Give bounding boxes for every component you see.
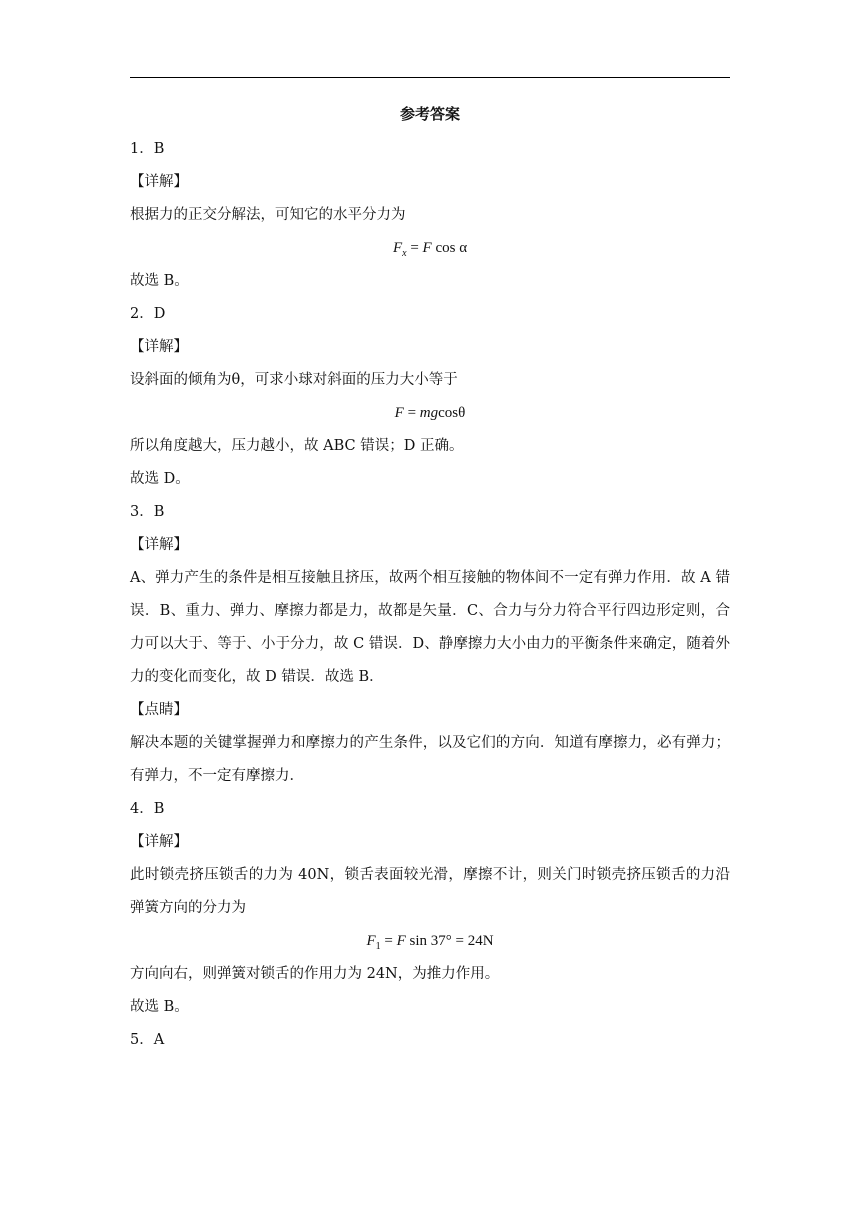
q4-eq-lhs: F	[366, 933, 376, 949]
q2-text: 设斜面的倾角为θ，可求小球对斜面的压力大小等于	[130, 372, 458, 388]
q4-answer: 4．B	[130, 801, 165, 817]
q4-conclusion: 故选 B。	[130, 999, 189, 1015]
q1-text: 根据力的正交分解法，可知它的水平分力为	[130, 207, 406, 223]
q4-eq-rest: sin 37° = 24N	[405, 933, 494, 949]
q2-eq-rest: cosθ	[438, 405, 466, 421]
q4-paragraph: 此时锁壳挤压锁舌的力为 40N，锁舌表面较光滑，摩擦不计，则关门时锁壳挤压锁舌的力沿弹簧方向的分力为	[130, 867, 730, 916]
q4-heading: 【详解】	[130, 834, 188, 850]
q1-eq-sub: x	[402, 248, 407, 259]
header-rule	[130, 77, 730, 78]
answer-page	[130, 98, 730, 1057]
q3-heading-2: 【点睛】	[130, 702, 188, 718]
q2-text-2: 所以角度越大，压力越小，故 ABC 错误；D 正确。	[130, 438, 464, 454]
q2-eq-lhs: F	[394, 405, 404, 421]
q2-heading: 【详解】	[130, 339, 188, 355]
q4-eq-sub: 1	[375, 941, 381, 952]
q3-heading: 【详解】	[130, 537, 188, 553]
q3-paragraph: A、弹力产生的条件是相互接触且挤压，故两个相互接触的物体间不一定有弹力作用．故 A 错误．B、重力、弹力、摩擦力都是力，故都是矢量．C、合力与分力符合平行四边形定则，合力可以大于、等于、小于分力，故 C 错误．D、静摩擦力大小由力的平衡条件来确定，随着外力的变化而变化，故 D 错误．故选 B．	[130, 570, 730, 685]
q2-equation	[130, 397, 730, 430]
q3-answer: 3．B	[130, 504, 165, 520]
q4-equation	[130, 925, 730, 958]
q1-equation	[130, 232, 730, 265]
q1-eq-op: =	[406, 240, 423, 256]
q1-eq-rhs: F	[422, 240, 432, 256]
q2-eq-op: =	[403, 405, 420, 421]
q2-answer: 2．D	[130, 306, 166, 322]
q1-eq-rest: cos α	[431, 240, 468, 256]
q1-eq-lhs: F	[392, 240, 403, 256]
q5-answer: 5．A	[130, 1032, 165, 1048]
q1-answer: 1．B	[130, 141, 165, 157]
q3-paragraph-2: 解决本题的关键掌握弹力和摩擦力的产生条件，以及它们的方向．知道有摩擦力，必有弹力；有弹力，不一定有摩擦力．	[130, 735, 730, 784]
page-title: 参考答案	[399, 105, 460, 123]
q4-text-2: 方向向右，则弹簧对锁舌的作用力为 24N，为推力作用。	[130, 966, 500, 982]
q4-eq-rhs: F	[396, 933, 406, 949]
q4-eq-op: =	[380, 933, 397, 949]
q2-conclusion: 故选 D。	[130, 471, 190, 487]
q2-eq-rhs: mg	[419, 405, 439, 421]
q1-heading: 【详解】	[130, 174, 188, 190]
q1-conclusion: 故选 B。	[130, 273, 189, 289]
